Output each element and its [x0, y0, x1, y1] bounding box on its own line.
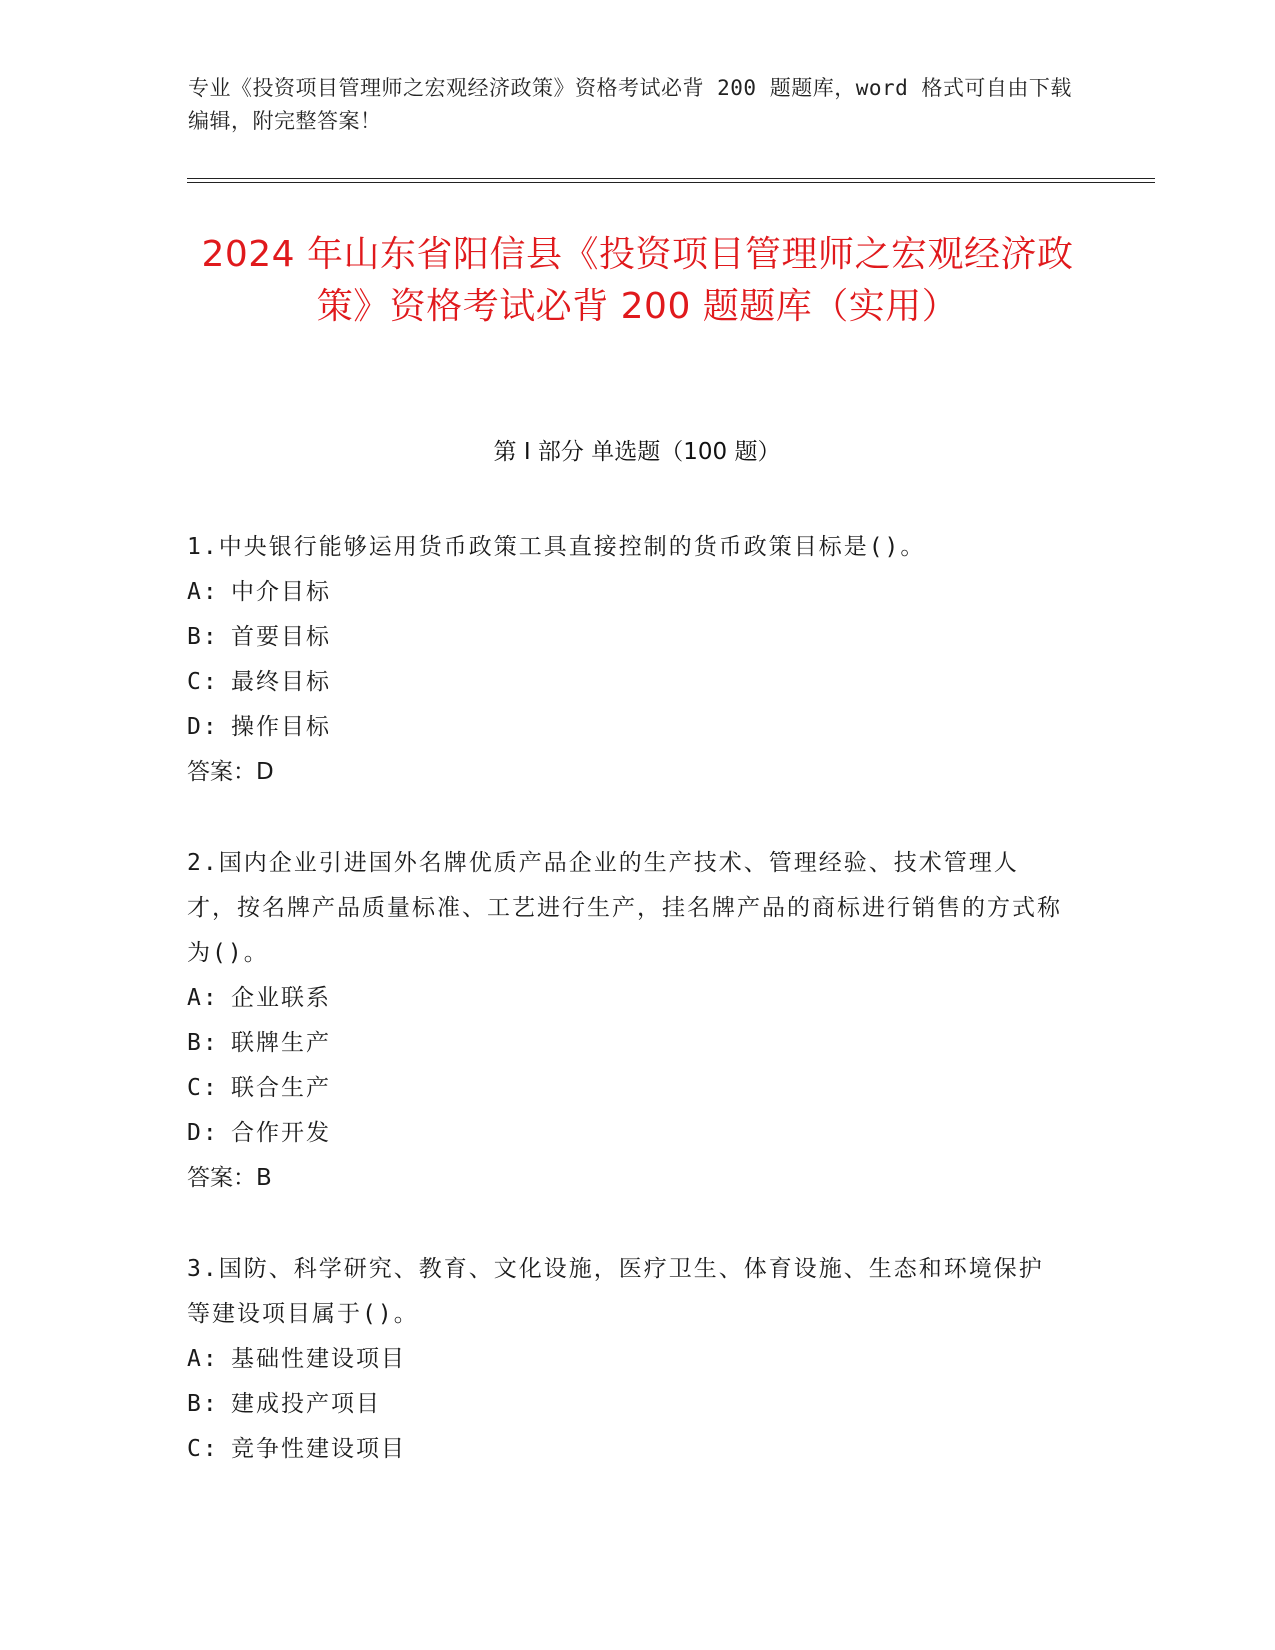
option-c — [187, 1427, 1067, 1472]
option-d — [187, 705, 1067, 750]
question-stem: 2.国内企业引进国外名牌优质产品企业的生产技术、管理经验、技术管理人才，按名牌产品质量标准、工艺进行生产，挂名牌产品的商标进行销售的方式称为()。 — [187, 850, 1062, 966]
option-key: A: — [187, 579, 219, 605]
option-key: A: — [187, 1346, 219, 1372]
document-title: 2024 年山东省阳信县《投资项目管理师之宏观经济政策》资格考试必背 200 题题库（实用） — [201, 234, 1074, 327]
option-a — [187, 1337, 1067, 1382]
option-a — [187, 976, 1067, 1021]
header-divider-top — [187, 178, 1155, 179]
option-text: 最终目标 — [231, 669, 331, 695]
question-2 — [187, 841, 1067, 1201]
question-stem: 3.国防、科学研究、教育、文化设施，医疗卫生、体育设施、生态和环境保护等建设项目属于()。 — [187, 1256, 1044, 1327]
option-text: 联合生产 — [231, 1075, 331, 1101]
answer-line: 答案：D — [187, 759, 274, 785]
option-b — [187, 1382, 1067, 1427]
option-text: 合作开发 — [231, 1120, 331, 1146]
option-a — [187, 570, 1067, 615]
question-3 — [187, 1247, 1067, 1472]
header-divider-bottom — [187, 182, 1155, 183]
option-text: 建成投产项目 — [231, 1391, 381, 1417]
option-b — [187, 615, 1067, 660]
option-key: C: — [187, 1075, 219, 1101]
option-text: 企业联系 — [231, 985, 331, 1011]
answer-line: 答案：B — [187, 1165, 272, 1191]
option-key: C: — [187, 669, 219, 695]
option-key: D: — [187, 714, 219, 740]
option-d — [187, 1111, 1067, 1156]
option-b — [187, 1021, 1067, 1066]
question-1 — [187, 525, 1067, 795]
option-key: C: — [187, 1436, 219, 1462]
option-c — [187, 1066, 1067, 1111]
option-text: 中介目标 — [231, 579, 331, 605]
option-key: A: — [187, 985, 219, 1011]
option-key: B: — [187, 624, 219, 650]
question-stem: 1.中央银行能够运用货币政策工具直接控制的货币政策目标是()。 — [187, 534, 926, 560]
option-text: 基础性建设项目 — [231, 1346, 406, 1372]
option-text: 首要目标 — [231, 624, 331, 650]
option-text: 联牌生产 — [231, 1030, 331, 1056]
option-key: B: — [187, 1391, 219, 1417]
option-key: B: — [187, 1030, 219, 1056]
header-note: 专业《投资项目管理师之宏观经济政策》资格考试必背 200 题题库，word 格式可自由下载编辑，附完整答案！ — [188, 76, 1072, 133]
option-text: 竞争性建设项目 — [231, 1436, 406, 1462]
option-c — [187, 660, 1067, 705]
section-title: 第 I 部分 单选题（100 题） — [493, 439, 781, 465]
option-key: D: — [187, 1120, 219, 1146]
question-list — [187, 525, 1067, 1518]
option-text: 操作目标 — [231, 714, 331, 740]
